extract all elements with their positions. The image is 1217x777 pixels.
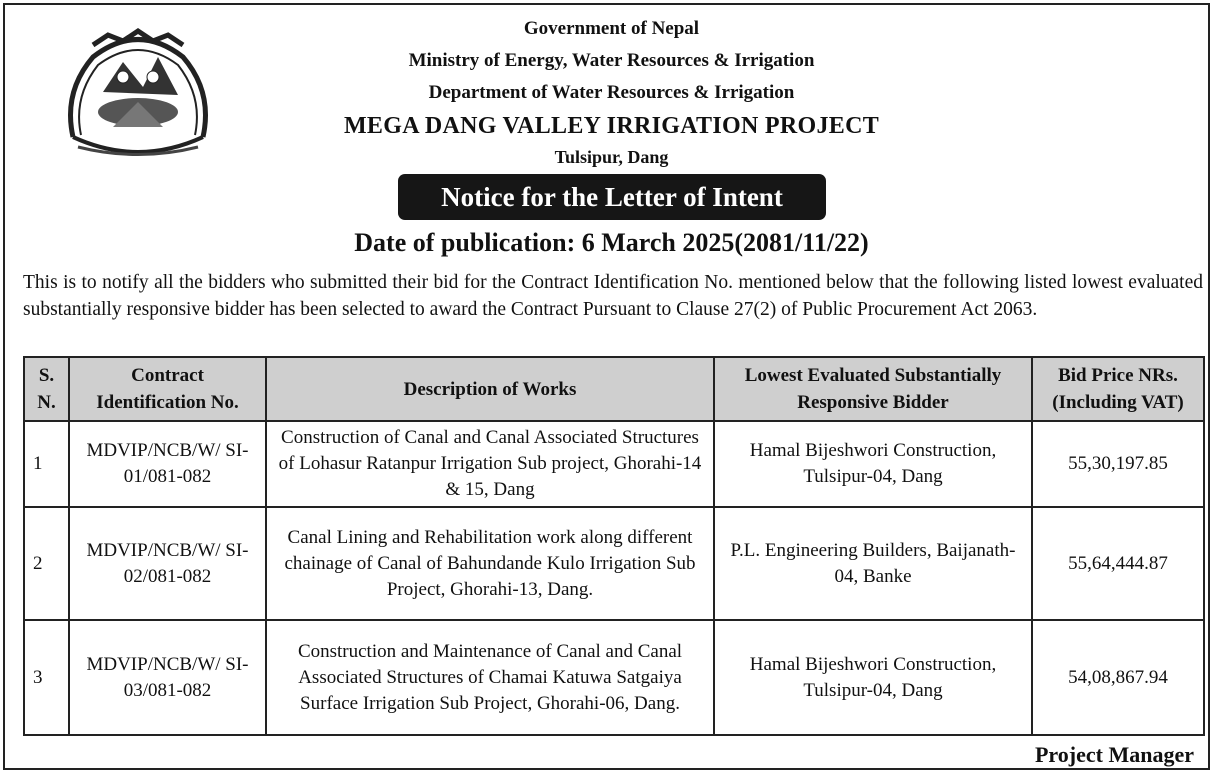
cell-description: Construction and Maintenance of Canal and Canal Associated Structures of Chamai Katuwa Satgaiya Surface Irrigation Sub Project, Ghorahi-06, Dang. — [266, 620, 714, 735]
bid-results-table — [23, 356, 1205, 736]
cell-bidder: Hamal Bijeshwori Construction, Tulsipur-04, Dang — [714, 620, 1032, 735]
cell-bidder: P.L. Engineering Builders, Baijanath-04, Banke — [714, 507, 1032, 620]
notice-page — [3, 3, 1210, 770]
project-location: Tulsipur, Dang — [554, 147, 669, 167]
cell-contract-id: MDVIP/NCB/W/ SI-01/081-082 — [69, 421, 266, 507]
project-title: MEGA DANG VALLEY IRRIGATION PROJECT — [343, 113, 880, 139]
notice-title-banner: Notice for the Letter of Intent — [398, 174, 826, 220]
intro-paragraph: This is to notify all the bidders who submitted their bid for the Contract Identification No. mentioned below that the following listed lowest evaluated substantially responsive bidder has been selected to award the Contract Pursuant to Clause 27(2) of Public Procurement Act 2063. — [23, 272, 1203, 320]
cell-sn: 1 — [24, 421, 69, 507]
cell-sn: 2 — [24, 507, 69, 620]
cell-contract-id: MDVIP/NCB/W/ SI-03/081-082 — [69, 620, 266, 735]
table-row — [24, 507, 1204, 620]
signature-project-manager: Project Manager — [1034, 742, 1194, 767]
table-row — [24, 421, 1204, 507]
government-title: Government of Nepal — [523, 18, 700, 39]
department-title: Department of Water Resources & Irrigation — [428, 82, 795, 103]
cell-bidder: Hamal Bijeshwori Construction, Tulsipur-04, Dang — [714, 421, 1032, 507]
table-header-row — [24, 357, 1204, 421]
cell-sn: 3 — [24, 620, 69, 735]
header-description: Description of Works — [266, 357, 714, 421]
cell-contract-id: MDVIP/NCB/W/ SI-02/081-082 — [69, 507, 266, 620]
ministry-title: Ministry of Energy, Water Resources & Irrigation — [408, 50, 815, 71]
cell-bid-price: 55,30,197.85 — [1032, 421, 1204, 507]
cell-bid-price: 55,64,444.87 — [1032, 507, 1204, 620]
cell-bid-price: 54,08,867.94 — [1032, 620, 1204, 735]
header-contract-id: Contract Identification No. — [69, 357, 266, 421]
cell-description: Construction of Canal and Canal Associated Structures of Lohasur Ratanpur Irrigation Sub project, Ghorahi-14 & 15, Dang — [266, 421, 714, 507]
publication-date: Date of publication: 6 March 2025(2081/11/22) — [354, 228, 869, 257]
header-bid-price: Bid Price NRs. (Including VAT) — [1032, 357, 1204, 421]
cell-description: Canal Lining and Rehabilitation work along different chainage of Canal of Bahundande Kulo Irrigation Sub Project, Ghorahi-13, Dang. — [266, 507, 714, 620]
header-sn: S. N. — [24, 357, 69, 421]
header-bidder: Lowest Evaluated Substantially Responsive Bidder — [714, 357, 1032, 421]
table-row — [24, 620, 1204, 735]
